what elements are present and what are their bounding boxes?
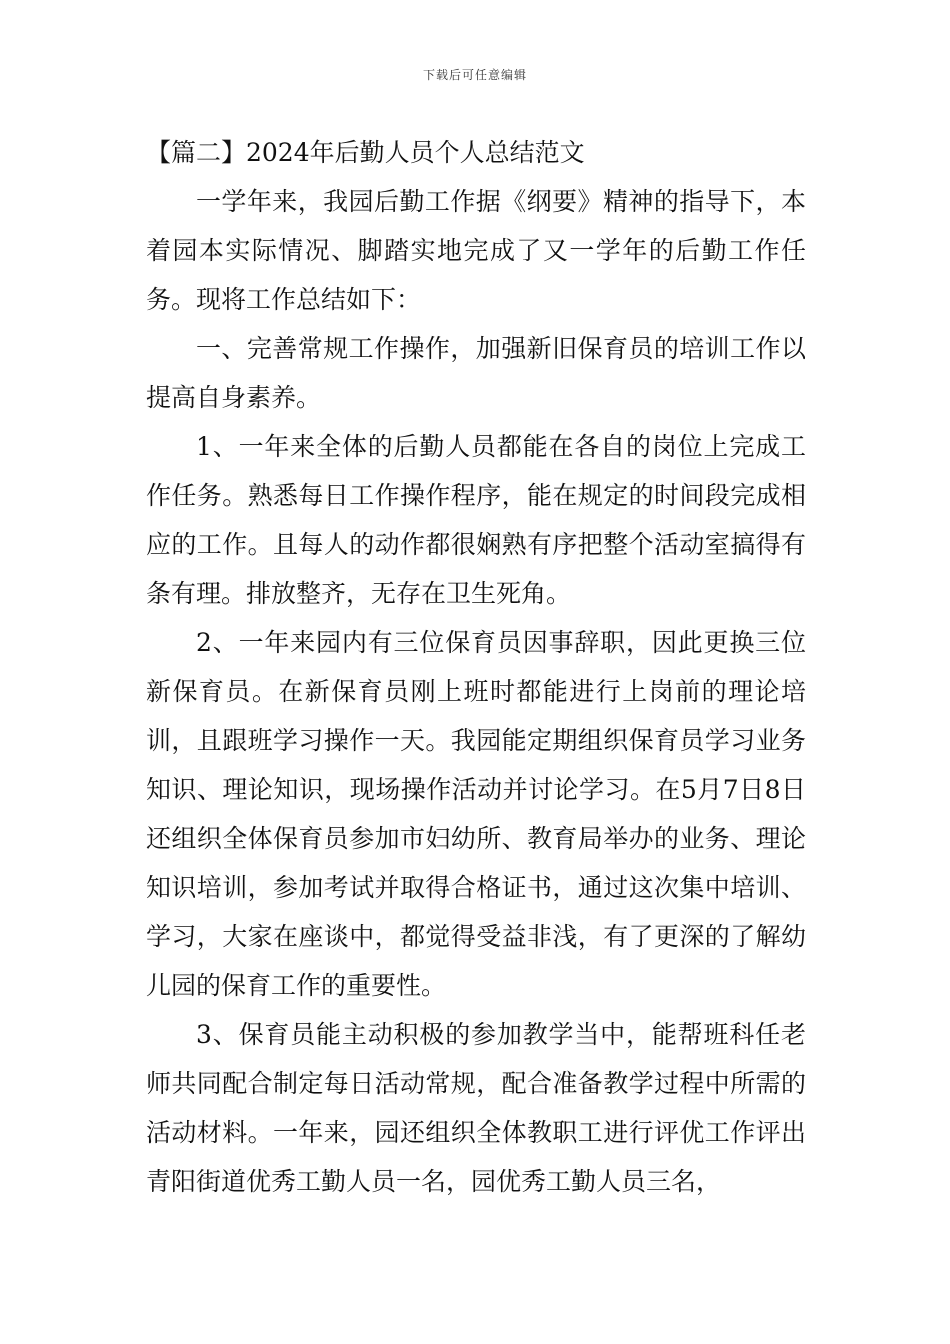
paragraph-item-1: 1、一年来全体的后勤人员都能在各自的岗位上完成工作任务。熟悉每日工作操作程序，能在规定的时间段完成相应的工作。且每人的动作都很娴熟有序把整个活动室搞得有条有理。排放整齐，无存在卫生死角。 [146, 432, 806, 608]
paragraph-intro: 一学年来，我园后勤工作据《纲要》精神的指导下，本着园本实际情况、脚踏实地完成了又一学年的后勤工作任务。现将工作总结如下： [146, 187, 806, 314]
paragraph-item-3: 3、保育员能主动积极的参加教学当中，能帮班科任老师共同配合制定每日活动常规，配合准备教学过程中所需的活动材料。一年来，园还组织全体教职工进行评优工作评出青阳街道优秀工勤人员一名，园优秀工勤人员三名， [146, 1020, 806, 1196]
paragraph-section-1: 一、完善常规工作操作，加强新旧保育员的培训工作以提高自身素养。 [146, 334, 806, 412]
document-body [146, 128, 806, 1206]
page-header-note: 下载后可任意编辑 [422, 68, 527, 82]
paragraph-item-2: 2、一年来园内有三位保育员因事辞职，因此更换三位新保育员。在新保育员刚上班时都能进行上岗前的理论培训，且跟班学习操作一天。我园能定期组织保育员学习业务知识、理论知识，现场操作活动并讨论学习。在5月7日8日还组织全体保育员参加市妇幼所、教育局举办的业务、理论知识培训，参加考试并取得合格证书，通过这次集中培训、学习，大家在座谈中，都觉得受益非浅，有了更深的了解幼儿园的保育工作的重要性。 [146, 628, 806, 1000]
document-title: 【篇二】2024年后勤人员个人总结范文 [146, 138, 585, 167]
